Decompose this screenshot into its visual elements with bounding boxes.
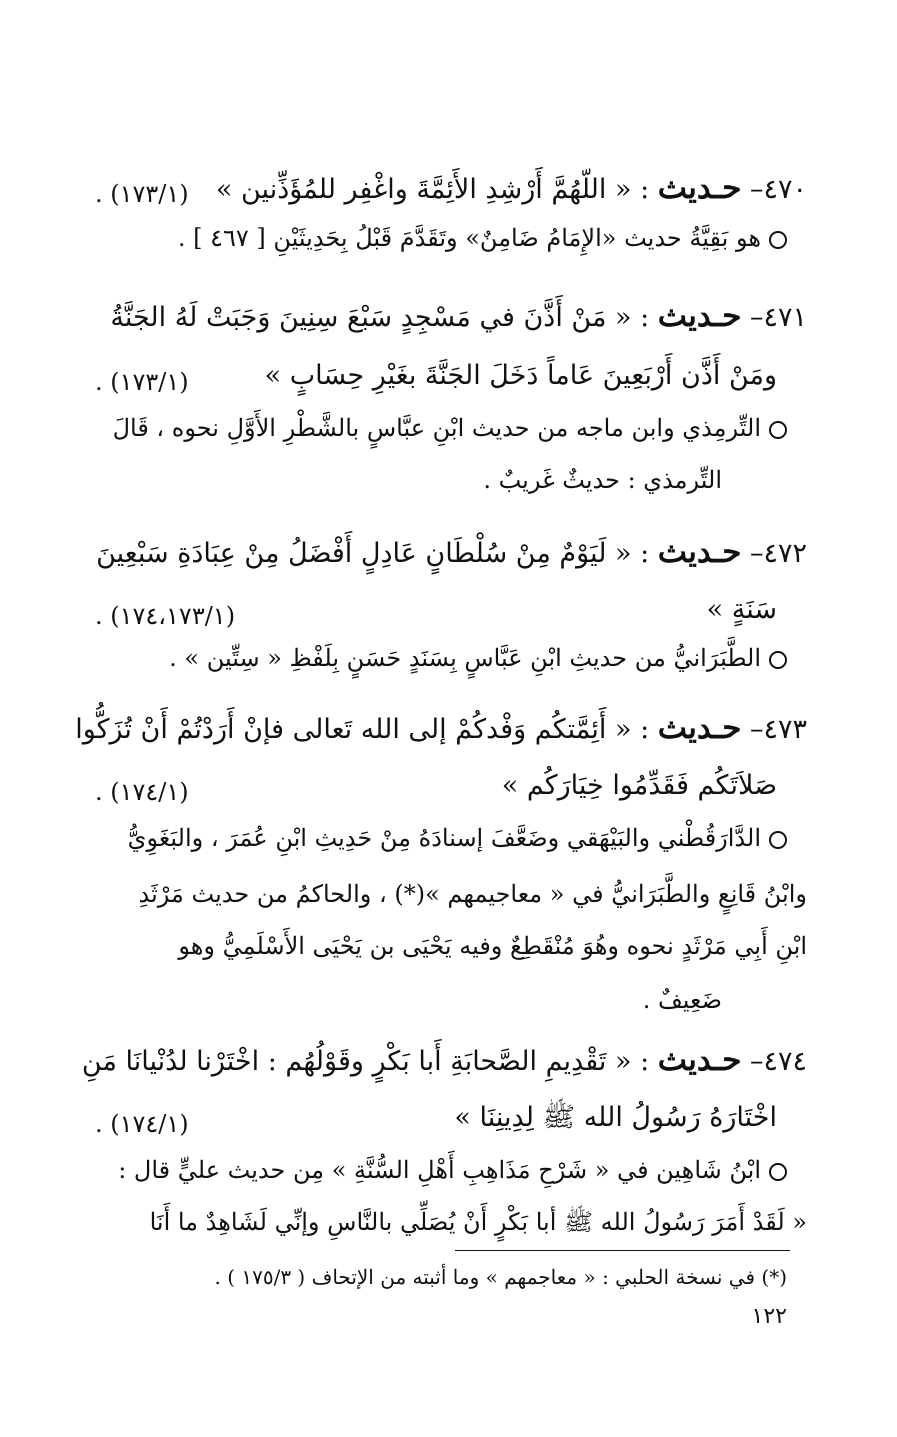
- hadith-text: : « لَيَوْمٌ مِنْ سُلْطَانٍ عَادِلٍ أَفْضَلُ مِنْ عِبَادَةِ سَبْعِينَ: [96, 538, 650, 569]
- hadith-number: ٤٧٤: [763, 1046, 807, 1077]
- circle-bullet-icon: [769, 1163, 787, 1181]
- circle-bullet-icon: [769, 231, 787, 249]
- circle-bullet-icon: [769, 651, 787, 669]
- note-471-line2: التِّرمذي : حديثٌ غَريبٌ .: [483, 466, 722, 494]
- hadith-number: ٤٧٢: [763, 538, 807, 569]
- circle-bullet-icon: [769, 831, 787, 849]
- note-473-line2: وابْنُ قَانِعٍ والطَّبَرَانيُّ في « معاجيمهم »(*) ، والحاكمُ من حديث مَرْثَدِ: [138, 880, 807, 908]
- note-474-line1: [118, 1150, 787, 1190]
- hadith-text: : « تَقْدِيمِ الصَّحابَةِ أَبا بَكْرٍ وقَوْلُهُم : اخْتَرْنا لدُنْيانَا مَنِ: [81, 1046, 650, 1077]
- hadith-474-cont: اخْتَارَهُ رَسُولُ الله ﷺ لِدِينِنَا »: [454, 1102, 777, 1133]
- hadith-number: ٤٧٠: [763, 174, 807, 205]
- hadith-472-cont: سَنَةٍ »: [706, 594, 777, 625]
- note-472: [169, 638, 787, 678]
- note-text: ابْنُ شَاهِين في « شَرْحِ مَذَاهِبِ أَهْلِ السُّنَّةِ » مِن حديث عليٍّ قال :: [118, 1156, 761, 1184]
- footnote: (*) في نسخة الحلبي : « معاجمهم » وما أثبته من الإتحاف ( ١٧٥/٣ ) .: [214, 1265, 787, 1289]
- hadith-reference: (١٧٤/١) .: [95, 778, 189, 806]
- hadith-label: حـديث: [657, 710, 742, 746]
- hadith-text: : « أَئِمَّتكُم وَفْدكُمْ إلى الله تَعالى فإنْ أَرَدْتُمْ أَنْ تُزَكُّوا: [75, 714, 650, 745]
- hadith-text: : « مَنْ أَذَّنَ في مَسْجِدٍ سَبْعَ سِنِينَ وَجَبَتْ لَهُ الجَنَّةُ: [110, 302, 650, 333]
- hadith-474-line: ٤٧٤– حـديث : « تَقْدِيمِ الصَّحابَةِ أَبا بَكْرٍ وقَوْلُهُم : اخْتَرْنا لدُنْيانَا مَنِ: [81, 1042, 807, 1078]
- hadith-473-cont: صَلاَتَكُم فَقَدِّمُوا خِيَارَكُم »: [501, 770, 777, 801]
- note-471-line1: [113, 408, 787, 448]
- footnote-divider: [455, 1250, 790, 1251]
- hadith-label: حـديث: [657, 170, 742, 206]
- hadith-label: حـديث: [657, 1042, 742, 1078]
- note-470: [178, 218, 787, 258]
- hadith-470-line: ٤٧٠– حـديث : « اللّهُمَّ أَرْشِدِ الأَئِمَّةَ واغْفِر للمُؤَذِّنين »: [215, 170, 807, 206]
- note-text: التِّرمِذي وابن ماجه من حديث ابْنِ عبَّاسٍ بالشَّطْرِ الأَوَّلِ نحوه ، قَالَ: [112, 414, 761, 442]
- note-474-line2: « لَقَدْ أَمَرَ رَسُولُ الله ﷺ أبا بَكْرٍ أَنْ يُصَلِّي بالنَّاسِ وإنِّي لَشَاهِدٌ ما أَنَا: [149, 1208, 807, 1236]
- note-473-line4: ضَعِيفٌ .: [642, 986, 722, 1014]
- hadith-471-line: ٤٧١– حـديث : « مَنْ أَذَّنَ في مَسْجِدٍ سَبْعَ سِنِينَ وَجَبَتْ لَهُ الجَنَّةُ: [110, 298, 807, 334]
- note-473-line3: ابْنِ أَبِي مَرْثَدٍ نحوه وهُوَ مُنْقَطِعٌ وفيه يَحْيَى بن يَحْيَى الأَسْلَمِيُّ وهو: [178, 932, 807, 960]
- page-number: ١٢٢: [751, 1304, 787, 1329]
- hadith-471-cont: ومَنْ أَذَّن أَرْبَعِينَ عَاماً دَخَلَ الجَنَّةَ بغَيْرِ حِسَابٍ »: [264, 360, 777, 391]
- hadith-number: ٤٧١: [763, 302, 807, 333]
- note-text: الطَّبَرَانيُّ من حديثِ ابْنِ عَبَّاسٍ بِسَنَدٍ حَسَنٍ بِلَفْظِ « سِتِّين » .: [169, 644, 761, 672]
- hadith-reference: (١٧٤،١٧٣/١) .: [95, 602, 236, 630]
- hadith-label: حـديث: [657, 534, 742, 570]
- note-text: هو بَقِيَّةُ حديث «الإِمَامُ ضَامِنٌ» وتَقَدَّمَ قَبْلُ بِحَدِيثَيْنِ [ ٤٦٧ ] .: [177, 224, 761, 252]
- hadith-text: : « اللّهُمَّ أَرْشِدِ الأَئِمَّةَ واغْفِر للمُؤَذِّنين »: [215, 174, 650, 205]
- hadith-reference: (١٧٣/١) .: [95, 368, 189, 396]
- circle-bullet-icon: [769, 421, 787, 439]
- hadith-reference: (١٧٣/١) .: [95, 180, 189, 208]
- hadith-472-line: ٤٧٢– حـديث : « لَيَوْمٌ مِنْ سُلْطَانٍ عَادِلٍ أَفْضَلُ مِنْ عِبَادَةِ سَبْعِينَ: [96, 534, 807, 570]
- hadith-label: حـديث: [657, 298, 742, 334]
- hadith-473-line: ٤٧٣– حـديث : « أَئِمَّتكُم وَفْدكُمْ إلى الله تَعالى فإنْ أَرَدْتُمْ أَنْ تُزَكُّوا: [75, 710, 807, 746]
- note-473-line1: [128, 818, 787, 858]
- hadith-number: ٤٧٣: [763, 714, 807, 745]
- hadith-reference: (١٧٤/١) .: [95, 1110, 189, 1138]
- note-text: الدَّارَقُطْني والبَيْهَقي وضَعَّفَ إسنادَهُ مِنْ حَدِيثِ ابْنِ عُمَرَ ، والبَغَوِيُّ: [127, 824, 761, 852]
